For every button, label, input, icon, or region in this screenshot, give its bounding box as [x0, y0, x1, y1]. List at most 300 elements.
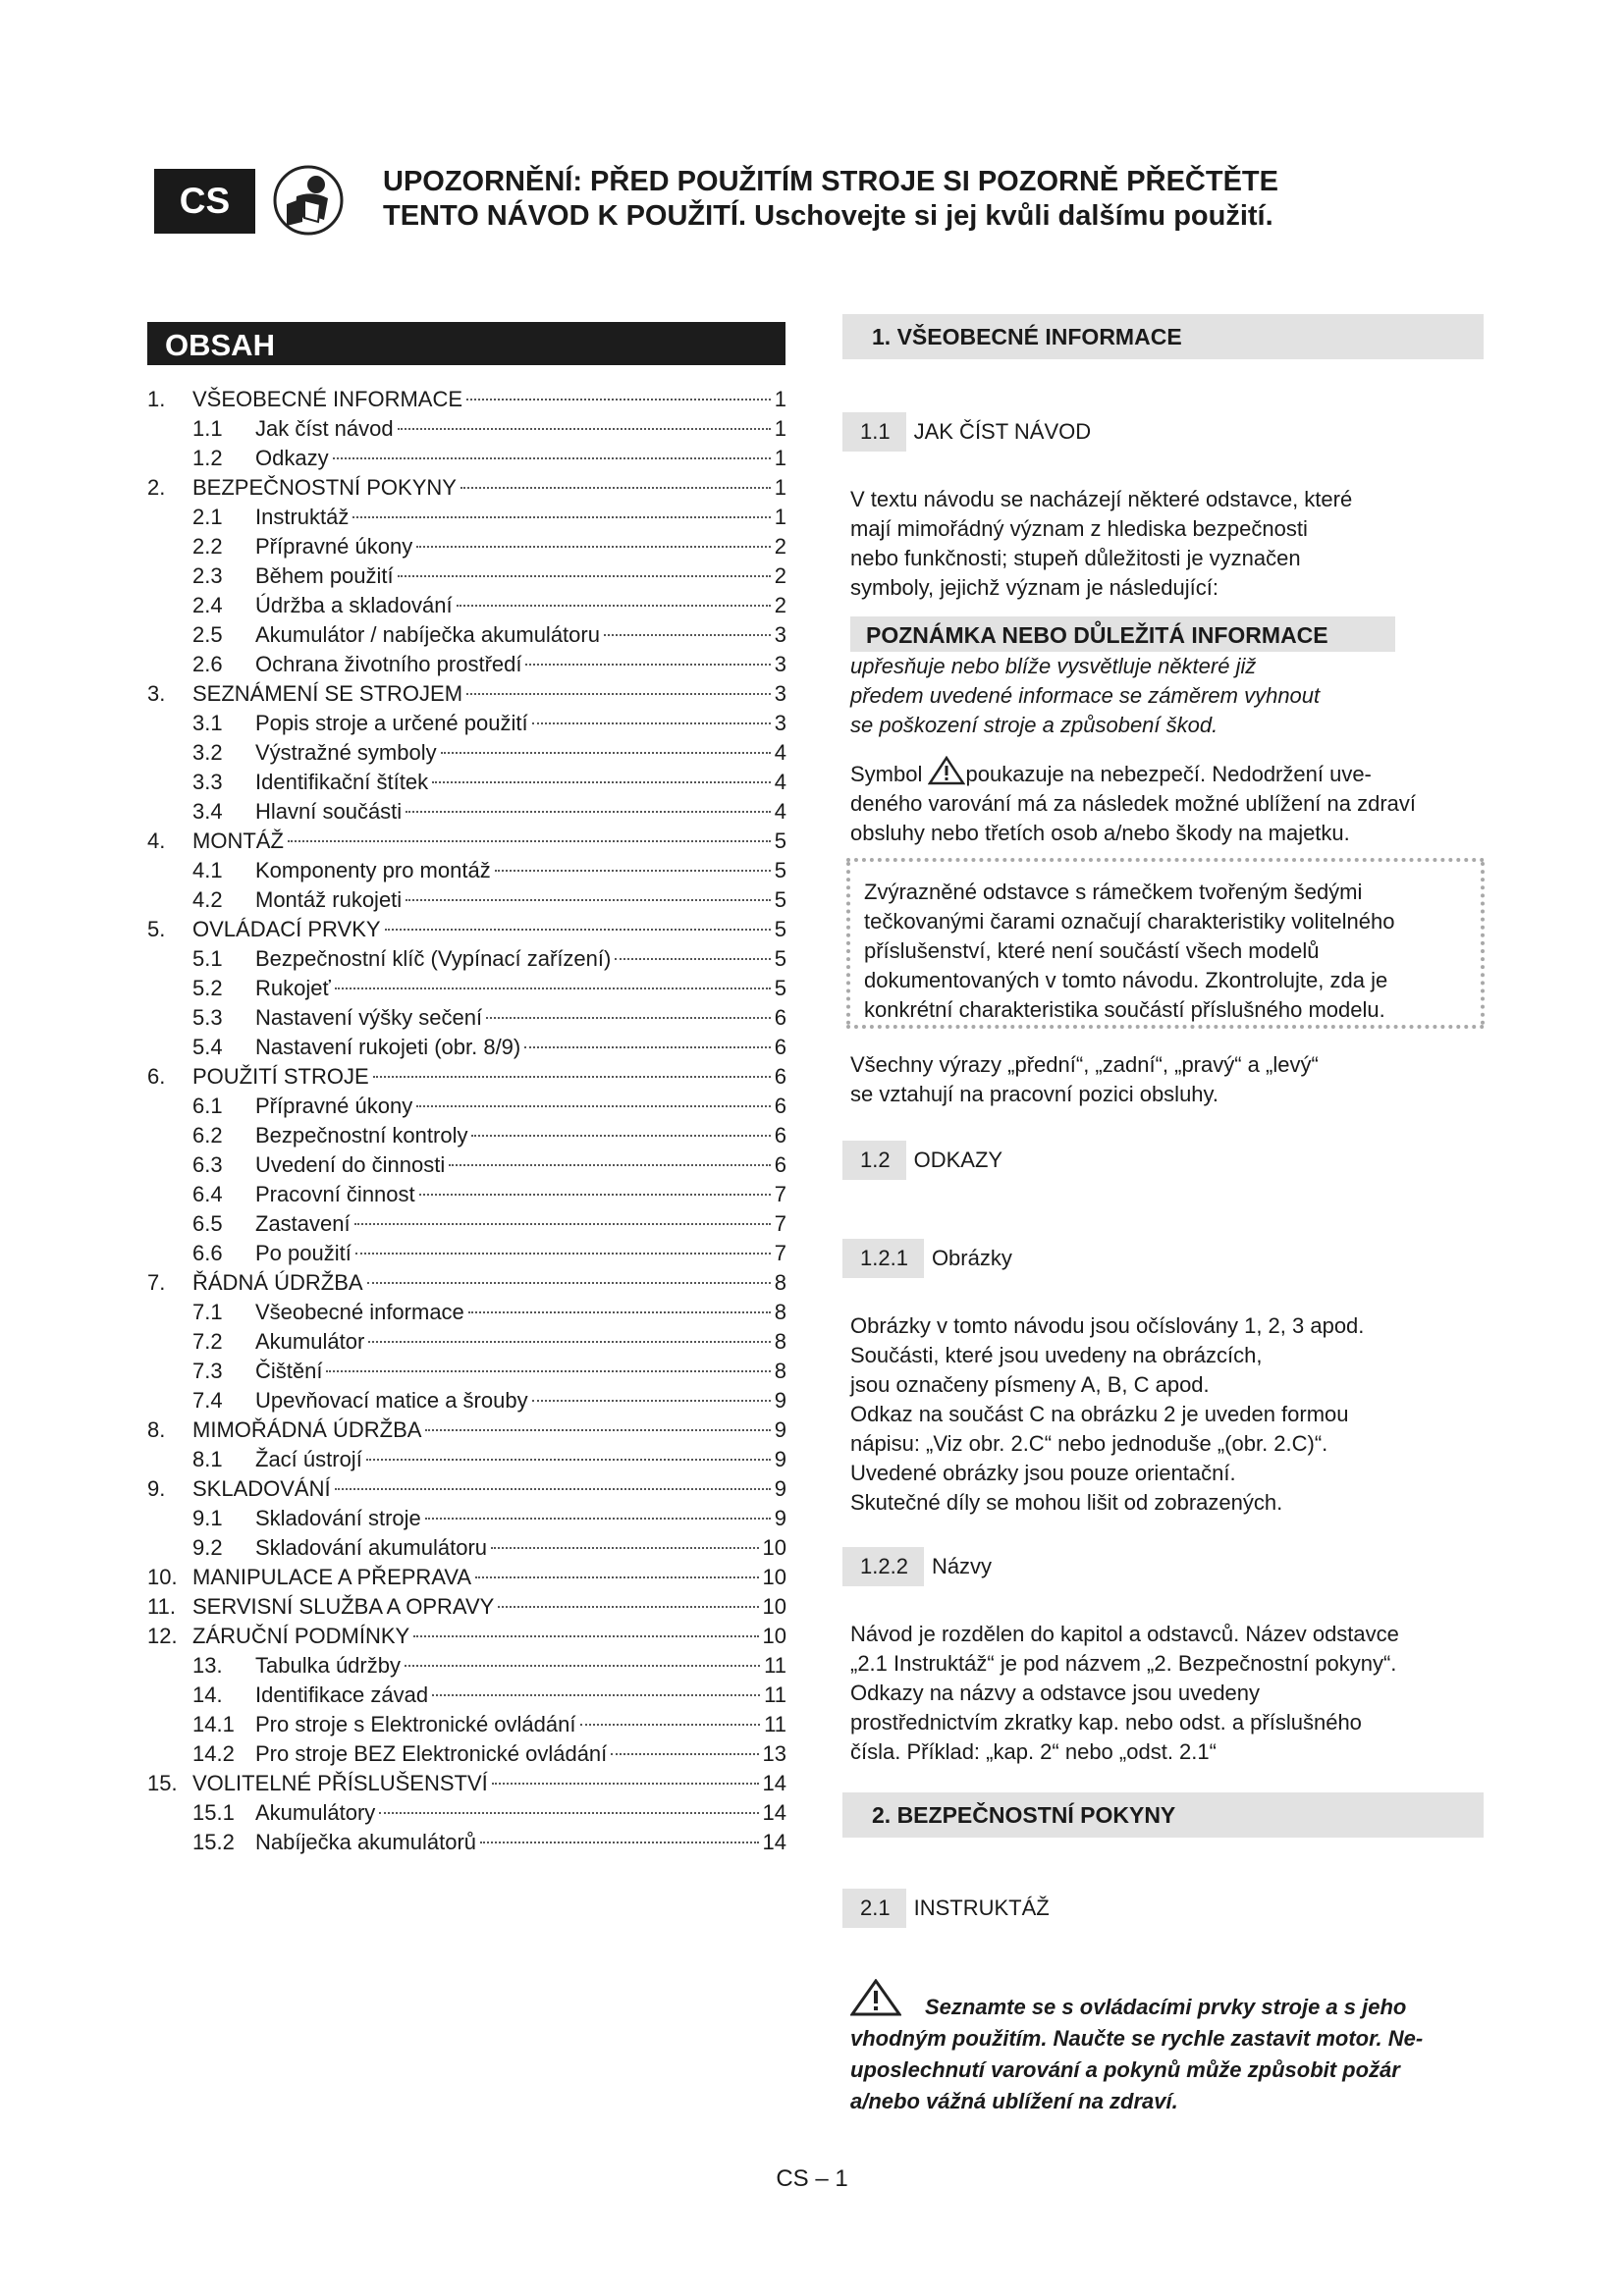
toc-entry-label: Pracovní činnost	[255, 1182, 415, 1206]
toc-entry-number: 14.1	[192, 1712, 235, 1736]
toc-entry-number: 3.4	[192, 799, 223, 824]
toc-entry-label: Komponenty pro montáž	[255, 858, 491, 882]
toc-entry	[147, 1710, 786, 1739]
toc-dot-leader	[288, 840, 771, 842]
toc-entry-number: 9.1	[192, 1506, 223, 1530]
toc-entry-page: 5	[774, 887, 786, 912]
toc-entry-number: 5.4	[192, 1035, 223, 1059]
toc-entry	[147, 1092, 786, 1121]
text-line: tečkovanými čarami označují charakteristiky volitelného	[864, 909, 1395, 934]
text-line: prostřednictvím zkratky kap. nebo odst. a příslušného	[850, 1710, 1362, 1735]
toc-entry-page: 1	[774, 387, 786, 411]
toc-entry	[147, 827, 786, 856]
text-line: uposlechnutí varování a pokynů může způsobit požár	[850, 2057, 1400, 2082]
toc-entry	[147, 797, 786, 827]
toc-entry-page: 5	[774, 976, 786, 1000]
toc-entry	[147, 944, 786, 974]
toc-entry-page: 9	[774, 1417, 786, 1442]
toc-dot-leader	[413, 1635, 758, 1637]
toc-dot-leader	[524, 1046, 771, 1048]
toc-entry-number: 8.	[147, 1417, 166, 1442]
toc-dot-leader	[335, 988, 771, 989]
toc-entry	[147, 620, 786, 650]
toc-entry	[147, 444, 786, 473]
toc-entry	[147, 1563, 786, 1592]
toc-entry	[147, 974, 786, 1003]
toc-entry-label: Pro stroje BEZ Elektronické ovládání	[255, 1741, 608, 1766]
toc-entry-page: 8	[774, 1300, 786, 1324]
toc-entry-number: 6.	[147, 1064, 166, 1089]
toc-dot-leader	[498, 1606, 758, 1608]
toc-dot-leader	[419, 1194, 771, 1196]
section-1-2-heading	[842, 1141, 1002, 1180]
toc-dot-leader	[460, 487, 771, 489]
toc-dot-leader	[432, 781, 771, 783]
toc-entry-number: 11.	[147, 1594, 176, 1619]
toc-entry-number: 7.2	[192, 1329, 223, 1354]
toc-entry-label: Popis stroje a určené použití	[255, 711, 528, 735]
toc-entry-number: 12.	[147, 1624, 178, 1648]
warning-text-line: Seznamte se s ovládacími prvky stroje a s jeho	[925, 1995, 1407, 2019]
toc-entry-page: 8	[774, 1329, 786, 1354]
toc-entry-page: 1	[774, 475, 786, 500]
note-text	[850, 652, 1479, 740]
toc-entry-page: 1	[774, 446, 786, 470]
toc-entry-page: 3	[774, 681, 786, 706]
text-line: Všechny výrazy „přední“, „zadní“, „pravý“ a „levý“	[850, 1052, 1319, 1077]
table-of-contents	[147, 385, 786, 1857]
toc-entry-page: 7	[774, 1182, 786, 1206]
text-line: Uvedené obrázky jsou pouze orientační.	[850, 1461, 1236, 1485]
text-line: mají mimořádný význam z hlediska bezpečnosti	[850, 516, 1308, 541]
toc-entry-number: 4.1	[192, 858, 223, 882]
toc-entry-page: 2	[774, 534, 786, 559]
toc-entry-label: Hlavní součásti	[255, 799, 403, 824]
toc-dot-leader	[425, 1429, 770, 1431]
toc-entry	[147, 1268, 786, 1298]
text-line: Odkazy na názvy a odstavce jsou uvedeny	[850, 1681, 1261, 1705]
toc-entry-page: 8	[774, 1270, 786, 1295]
text-line: deného varování má za následek možné ublížení na zdraví	[850, 791, 1417, 816]
toc-entry-page: 5	[774, 828, 786, 853]
toc-entry	[147, 768, 786, 797]
toc-entry-number: 14.	[192, 1682, 223, 1707]
toc-dot-leader	[615, 958, 770, 960]
toc-dot-leader	[495, 870, 771, 872]
toc-entry-number: 9.2	[192, 1535, 223, 1560]
toc-entry	[147, 1386, 786, 1415]
toc-entry-page: 5	[774, 858, 786, 882]
language-badge: CS	[154, 169, 255, 234]
toc-entry-page: 7	[774, 1211, 786, 1236]
text-line: předem uvedené informace se záměrem vyhnout	[850, 683, 1321, 708]
text-line: symboly, jejichž význam je následující:	[850, 575, 1218, 600]
toc-entry-page: 5	[774, 917, 786, 941]
toc-entry	[147, 709, 786, 738]
toc-entry-page: 11	[764, 1653, 786, 1678]
toc-dot-leader	[611, 1753, 758, 1755]
text-line: jsou označeny písmeny A, B, C apod.	[850, 1372, 1210, 1397]
toc-entry	[147, 1592, 786, 1622]
directions-text	[850, 1050, 1479, 1109]
toc-dot-leader	[532, 1400, 771, 1402]
danger-symbol-text	[850, 756, 1479, 848]
toc-entry-number: 6.2	[192, 1123, 223, 1148]
toc-entry-label: BEZPEČNOSTNÍ POKYNY	[192, 475, 457, 500]
toc-entry-label: Přípravné úkony	[255, 534, 413, 559]
toc-dot-leader	[491, 1547, 758, 1549]
text-line: nebo funkčnosti; stupeň důležitosti je vyznačen	[850, 546, 1301, 570]
section-title: Obrázky	[931, 1246, 1012, 1270]
toc-entry-label: Upevňovací matice a šrouby	[255, 1388, 528, 1413]
toc-entry	[147, 385, 786, 414]
toc-entry-label: Skladování akumulátoru	[255, 1535, 488, 1560]
reader-manual-icon	[273, 165, 344, 236]
toc-entry-label: Všeobecné informace	[255, 1300, 464, 1324]
toc-entry-number: 1.2	[192, 446, 223, 470]
toc-entry-number: 9.	[147, 1476, 166, 1501]
toc-entry-label: POUŽITÍ STROJE	[192, 1064, 369, 1089]
toc-entry-label: Nastavení výšky sečení	[255, 1005, 483, 1030]
toc-entry-page: 6	[774, 1064, 786, 1089]
text-line: Součásti, které jsou uvedeny na obrázcích,	[850, 1343, 1263, 1367]
toc-entry	[147, 473, 786, 503]
toc-entry	[147, 1327, 786, 1357]
toc-entry-page: 14	[762, 1830, 786, 1854]
toc-entry-page: 5	[774, 946, 786, 971]
symbol-text: poukazuje na nebezpečí. Nedodržení uve-	[965, 762, 1372, 786]
toc-dot-leader	[449, 1164, 771, 1166]
toc-dot-leader	[354, 1223, 771, 1225]
toc-dot-leader	[406, 811, 771, 813]
toc-entry	[147, 1298, 786, 1327]
toc-entry-label: VŠEOBECNÉ INFORMACE	[192, 387, 463, 411]
toc-entry	[147, 1445, 786, 1474]
toc-entry-label: SERVISNÍ SLUŽBA A OPRAVY	[192, 1594, 495, 1619]
toc-entry-label: MIMOŘÁDNÁ ÚDRŽBA	[192, 1417, 422, 1442]
toc-dot-leader	[532, 722, 771, 724]
section-title: INSTRUKTÁŽ	[913, 1896, 1050, 1920]
toc-entry-label: Bezpečnostní kontroly	[255, 1123, 468, 1148]
toc-dot-leader	[525, 664, 770, 666]
text-line: „2.1 Instruktáž“ je pod názvem „2. Bezpečnostní pokyny“.	[850, 1651, 1397, 1676]
toc-entry-label: OVLÁDACÍ PRVKY	[192, 917, 381, 941]
toc-dot-leader	[604, 634, 771, 636]
toc-entry-label: Žací ústrojí	[255, 1447, 362, 1471]
text-line: Odkaz na součást C na obrázku 2 je uveden formou	[850, 1402, 1349, 1426]
toc-dot-leader	[368, 1341, 770, 1343]
toc-entry-page: 2	[774, 593, 786, 617]
toc-dot-leader	[468, 1311, 771, 1313]
toc-entry-number: 2.5	[192, 622, 223, 647]
text-line: se poškození stroje a způsobení škod.	[850, 713, 1218, 737]
toc-entry-page: 9	[774, 1476, 786, 1501]
toc-entry-page: 11	[764, 1682, 786, 1707]
toc-entry-number: 3.	[147, 681, 166, 706]
text-line: Návod je rozdělen do kapitol a odstavců. Název odstavce	[850, 1622, 1399, 1646]
optional-feature-text	[864, 878, 1492, 1025]
toc-entry-number: 2.4	[192, 593, 223, 617]
section-1-heading: 1. VŠEOBECNÉ INFORMACE	[842, 314, 1484, 359]
toc-entry-page: 9	[774, 1388, 786, 1413]
toc-entry	[147, 591, 786, 620]
toc-dot-leader	[441, 752, 771, 754]
toc-entry-page: 6	[774, 1152, 786, 1177]
toc-entry-label: Ochrana životního prostředí	[255, 652, 522, 676]
toc-entry	[147, 1357, 786, 1386]
text-line: upřesňuje nebo blíže vysvětluje některé již	[850, 654, 1257, 678]
toc-entry-number: 15.2	[192, 1830, 235, 1854]
toc-dot-leader	[333, 457, 771, 459]
toc-entry	[147, 561, 786, 591]
toc-entry-label: Čištění	[255, 1359, 323, 1383]
section-1-1-text	[850, 485, 1479, 603]
toc-entry-label: Instruktáž	[255, 505, 350, 529]
toc-dot-leader	[398, 428, 771, 430]
toc-entry-number: 2.2	[192, 534, 223, 559]
toc-dot-leader	[457, 605, 771, 607]
toc-entry-number: 6.5	[192, 1211, 223, 1236]
toc-entry-number: 3.3	[192, 770, 223, 794]
toc-entry-page: 10	[762, 1624, 786, 1648]
note-heading: POZNÁMKA NEBO DŮLEŽITÁ INFORMACE	[850, 616, 1395, 652]
toc-entry-page: 8	[774, 1359, 786, 1383]
warning-line-1: UPOZORNĚNÍ: PŘED POUŽITÍM STROJE SI POZORNĚ PŘEČTĚTE	[383, 166, 1278, 197]
toc-entry	[147, 503, 786, 532]
toc-entry-label: ZÁRUČNÍ PODMÍNKY	[192, 1624, 410, 1648]
toc-entry-page: 4	[774, 799, 786, 824]
toc-entry-page: 9	[774, 1506, 786, 1530]
toc-entry	[147, 414, 786, 444]
toc-entry-label: Během použití	[255, 563, 394, 588]
toc-entry	[147, 1474, 786, 1504]
toc-entry-page: 1	[774, 505, 786, 529]
toc-dot-leader	[486, 1017, 771, 1019]
toc-entry-number: 1.1	[192, 416, 223, 441]
toc-dot-leader	[416, 1105, 771, 1107]
toc-entry-label: Akumulátor / nabíječka akumulátoru	[255, 622, 600, 647]
toc-dot-leader	[416, 546, 771, 548]
toc-entry-number: 14.2	[192, 1741, 235, 1766]
toc-entry-label: Montáž rukojeti	[255, 887, 403, 912]
section-title: Názvy	[931, 1554, 993, 1578]
toc-entry-page: 4	[774, 740, 786, 765]
toc-entry-page: 3	[774, 652, 786, 676]
toc-entry-label: MONTÁŽ	[192, 828, 284, 853]
section-number: 1.2.1	[842, 1239, 924, 1278]
text-line: Obrázky v tomto návodu jsou očíslovány 1, 2, 3 apod.	[850, 1313, 1365, 1338]
section-title: JAK ČÍST NÁVOD	[913, 419, 1092, 444]
toc-entry	[147, 1415, 786, 1445]
toc-dot-leader	[405, 1665, 760, 1667]
section-1-2-1-heading	[842, 1239, 1012, 1278]
section-number: 1.1	[842, 412, 906, 452]
toc-dot-leader	[580, 1724, 761, 1726]
toc-entry-label: Pro stroje s Elektronické ovládání	[255, 1712, 576, 1736]
section-1-2-2-text	[850, 1620, 1479, 1767]
warning-triangle-icon	[850, 1979, 901, 2016]
toc-entry	[147, 1622, 786, 1651]
toc-entry-label: Uvedení do činnosti	[255, 1152, 446, 1177]
section-2-heading: 2. BEZPEČNOSTNÍ POKYNY	[842, 1792, 1484, 1838]
text-line	[850, 756, 1479, 789]
toc-entry-label: Akumulátory	[255, 1800, 376, 1825]
toc-entry	[147, 1003, 786, 1033]
toc-entry	[147, 856, 786, 885]
toc-entry-page: 11	[764, 1712, 786, 1736]
toc-entry	[147, 915, 786, 944]
toc-entry-page: 6	[774, 1123, 786, 1148]
toc-entry-number: 6.4	[192, 1182, 223, 1206]
toc-dot-leader	[367, 1282, 771, 1284]
section-title: ODKAZY	[913, 1148, 1003, 1172]
toc-entry	[147, 1651, 786, 1681]
warning-triangle-icon	[928, 756, 965, 785]
toc-entry-number: 3.2	[192, 740, 223, 765]
section-1-1-heading	[842, 412, 1091, 452]
toc-entry-page: 14	[762, 1771, 786, 1795]
text-line: Skutečné díly se mohou lišit od zobrazených.	[850, 1490, 1283, 1515]
toc-dot-leader	[352, 516, 770, 518]
toc-entry	[147, 532, 786, 561]
toc-entry-page: 1	[774, 416, 786, 441]
toc-entry	[147, 1239, 786, 1268]
toc-dot-leader	[466, 693, 771, 695]
toc-entry-page: 10	[762, 1594, 786, 1619]
toc-entry-page: 3	[774, 622, 786, 647]
text-line: Zvýrazněné odstavce s rámečkem tvořeným šedými	[864, 880, 1363, 904]
toc-entry-label: Po použití	[255, 1241, 352, 1265]
toc-entry-number: 2.	[147, 475, 166, 500]
toc-entry-number: 6.1	[192, 1094, 223, 1118]
toc-entry-label: Odkazy	[255, 446, 329, 470]
toc-entry-label: Akumulátor	[255, 1329, 365, 1354]
toc-dot-leader	[373, 1076, 771, 1078]
text-line: a/nebo vážná ublížení na zdraví.	[850, 2089, 1178, 2113]
toc-dot-leader	[366, 1459, 771, 1461]
toc-entry-number: 4.	[147, 828, 166, 853]
toc-entry	[147, 738, 786, 768]
toc-entry-number: 5.	[147, 917, 166, 941]
toc-entry-number: 3.1	[192, 711, 223, 735]
toc-entry-label: Nabíječka akumulátorů	[255, 1830, 477, 1854]
toc-entry-label: Identifikace závad	[255, 1682, 429, 1707]
toc-entry-number: 5.2	[192, 976, 223, 1000]
section-2-1-warning-text	[850, 1979, 1489, 2117]
toc-entry-label: SKLADOVÁNÍ	[192, 1476, 331, 1501]
toc-entry	[147, 1504, 786, 1533]
symbol-word: Symbol	[850, 762, 923, 786]
toc-entry	[147, 1769, 786, 1798]
toc-entry	[147, 1681, 786, 1710]
page-number: CS – 1	[776, 2165, 848, 2192]
text-line: čísla. Příklad: „kap. 2“ nebo „odst. 2.1“	[850, 1739, 1217, 1764]
toc-entry-number: 5.3	[192, 1005, 223, 1030]
text-line: dokumentovaných v tomto návodu. Zkontrolujte, zda je	[864, 968, 1388, 992]
toc-dot-leader	[335, 1488, 771, 1490]
toc-dot-leader	[466, 399, 771, 400]
toc-entry	[147, 650, 786, 679]
text-line	[850, 1979, 1489, 2023]
toc-entry-number: 5.1	[192, 946, 223, 971]
toc-dot-leader	[475, 1576, 758, 1578]
toc-dot-leader	[425, 1518, 771, 1520]
toc-entry	[147, 1121, 786, 1150]
toc-entry-label: Výstražné symboly	[255, 740, 437, 765]
toc-entry-number: 7.1	[192, 1300, 223, 1324]
toc-entry	[147, 1150, 786, 1180]
toc-entry-page: 9	[774, 1447, 786, 1471]
toc-entry	[147, 1033, 786, 1062]
toc-entry-label: ŘÁDNÁ ÚDRŽBA	[192, 1270, 363, 1295]
text-line: konkrétní charakteristika součástí příslušného modelu.	[864, 997, 1385, 1022]
section-number: 1.2.2	[842, 1547, 924, 1586]
toc-dot-leader	[385, 929, 771, 931]
toc-entry-number: 2.3	[192, 563, 223, 588]
toc-entry-label: Údržba a skladování	[255, 593, 453, 617]
toc-entry-number: 8.1	[192, 1447, 223, 1471]
toc-entry-page: 7	[774, 1241, 786, 1265]
text-line: obsluhy nebo třetích osob a/nebo škody na majetku.	[850, 821, 1350, 845]
toc-entry-label: MANIPULACE A PŘEPRAVA	[192, 1565, 472, 1589]
toc-dot-leader	[471, 1135, 770, 1137]
toc-entry-number: 7.4	[192, 1388, 223, 1413]
toc-entry-number: 7.	[147, 1270, 166, 1295]
toc-entry-page: 3	[774, 711, 786, 735]
toc-entry	[147, 1828, 786, 1857]
toc-entry-number: 15.	[147, 1771, 178, 1795]
toc-entry-label: Zastavení	[255, 1211, 351, 1236]
section-number: 2.1	[842, 1889, 906, 1928]
text-line: nápisu: „Viz obr. 2.C“ nebo jednoduše „(obr. 2.C)“.	[850, 1431, 1328, 1456]
toc-entry-label: SEZNÁMENÍ SE STROJEM	[192, 681, 463, 706]
toc-entry-page: 13	[762, 1741, 786, 1766]
toc-entry-label: Skladování stroje	[255, 1506, 421, 1530]
toc-dot-leader	[398, 575, 771, 577]
toc-entry-number: 7.3	[192, 1359, 223, 1383]
toc-entry	[147, 1533, 786, 1563]
toc-entry	[147, 1798, 786, 1828]
section-1-2-1-text	[850, 1311, 1479, 1518]
toc-entry	[147, 885, 786, 915]
toc-entry-page: 6	[774, 1094, 786, 1118]
toc-dot-leader	[355, 1253, 771, 1255]
toc-entry	[147, 1062, 786, 1092]
toc-entry-label: Jak číst návod	[255, 416, 394, 441]
section-1-2-2-heading	[842, 1547, 992, 1586]
toc-entry-page: 6	[774, 1005, 786, 1030]
text-line: V textu návodu se nacházejí některé odstavce, které	[850, 487, 1353, 511]
toc-dot-leader	[480, 1842, 759, 1843]
warning-line-2: TENTO NÁVOD K POUŽITÍ. Uschovejte si jej kvůli dalšímu použití.	[383, 200, 1273, 232]
toc-entry-number: 2.1	[192, 505, 223, 529]
toc-entry-page: 10	[762, 1565, 786, 1589]
toc-entry-page: 4	[774, 770, 786, 794]
toc-entry	[147, 1209, 786, 1239]
toc-entry-page: 14	[762, 1800, 786, 1825]
toc-entry-number: 4.2	[192, 887, 223, 912]
toc-entry-label: Nastavení rukojeti (obr. 8/9)	[255, 1035, 521, 1059]
toc-entry-number: 6.6	[192, 1241, 223, 1265]
section-2-1-heading	[842, 1889, 1050, 1928]
toc-entry-number: 6.3	[192, 1152, 223, 1177]
toc-entry-label: Rukojeť	[255, 976, 331, 1000]
toc-entry-label: Přípravné úkony	[255, 1094, 413, 1118]
toc-dot-leader	[406, 899, 771, 901]
toc-entry	[147, 1180, 786, 1209]
toc-entry-number: 1.	[147, 387, 166, 411]
section-number: 1.2	[842, 1141, 906, 1180]
